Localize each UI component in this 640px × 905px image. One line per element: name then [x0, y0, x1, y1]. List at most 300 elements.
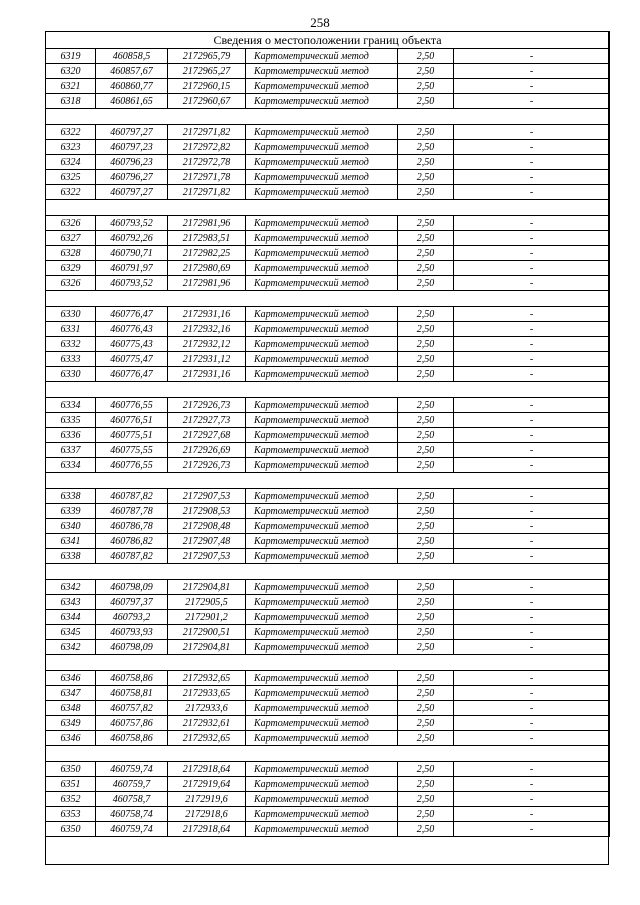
accuracy-cell: 2,50 [398, 428, 454, 443]
table-row [46, 367, 610, 382]
note-cell: - [454, 428, 610, 443]
x-coordinate-cell: 460793,52 [96, 216, 168, 231]
point-number-cell: 6339 [46, 504, 96, 519]
accuracy-cell: 2,50 [398, 686, 454, 701]
y-coordinate-cell: 2172919,6 [168, 792, 246, 807]
method-cell: Картометрический метод [246, 504, 398, 519]
point-number-cell: 6342 [46, 580, 96, 595]
note-cell: - [454, 731, 610, 746]
y-coordinate-cell: 2172919,64 [168, 777, 246, 792]
point-number-cell: 6343 [46, 595, 96, 610]
x-coordinate-cell: 460787,82 [96, 489, 168, 504]
y-coordinate-cell: 2172918,6 [168, 807, 246, 822]
note-cell: - [454, 519, 610, 534]
accuracy-cell: 2,50 [398, 155, 454, 170]
table-row [46, 671, 610, 686]
y-coordinate-cell: 2172932,16 [168, 322, 246, 337]
y-coordinate-cell: 2172981,96 [168, 276, 246, 291]
table-row [46, 216, 610, 231]
accuracy-cell: 2,50 [398, 367, 454, 382]
y-coordinate-cell: 2172982,25 [168, 246, 246, 261]
accuracy-cell: 2,50 [398, 185, 454, 200]
y-coordinate-cell: 2172926,73 [168, 398, 246, 413]
point-number-cell: 6338 [46, 489, 96, 504]
x-coordinate-cell: 460776,55 [96, 458, 168, 473]
table-row [46, 322, 610, 337]
y-coordinate-cell: 2172907,53 [168, 489, 246, 504]
table-row [46, 170, 610, 185]
point-number-cell: 6329 [46, 261, 96, 276]
method-cell: Картометрический метод [246, 443, 398, 458]
method-cell: Картометрический метод [246, 807, 398, 822]
method-cell: Картометрический метод [246, 549, 398, 564]
point-number-cell: 6344 [46, 610, 96, 625]
y-coordinate-cell: 2172933,6 [168, 701, 246, 716]
point-number-cell: 6332 [46, 337, 96, 352]
table-row [46, 413, 610, 428]
table-title-row [46, 32, 610, 49]
table-row [46, 625, 610, 640]
table-row [46, 352, 610, 367]
x-coordinate-cell: 460857,67 [96, 64, 168, 79]
table-row [46, 701, 610, 716]
y-coordinate-cell: 2172907,53 [168, 549, 246, 564]
x-coordinate-cell: 460776,47 [96, 307, 168, 322]
x-coordinate-cell: 460758,7 [96, 792, 168, 807]
point-number-cell: 6351 [46, 777, 96, 792]
method-cell: Картометрический метод [246, 731, 398, 746]
method-cell: Картометрический метод [246, 216, 398, 231]
y-coordinate-cell: 2172931,16 [168, 307, 246, 322]
method-cell: Картометрический метод [246, 413, 398, 428]
point-number-cell: 6334 [46, 458, 96, 473]
accuracy-cell: 2,50 [398, 398, 454, 413]
accuracy-cell: 2,50 [398, 49, 454, 64]
accuracy-cell: 2,50 [398, 519, 454, 534]
note-cell: - [454, 322, 610, 337]
accuracy-cell: 2,50 [398, 79, 454, 94]
method-cell: Картометрический метод [246, 49, 398, 64]
accuracy-cell: 2,50 [398, 549, 454, 564]
table-row [46, 549, 610, 564]
method-cell: Картометрический метод [246, 686, 398, 701]
table-row [46, 807, 610, 822]
point-number-cell: 6348 [46, 701, 96, 716]
table-row [46, 443, 610, 458]
group-separator [46, 655, 610, 671]
note-cell: - [454, 79, 610, 94]
table-row [46, 155, 610, 170]
y-coordinate-cell: 2172980,69 [168, 261, 246, 276]
method-cell: Картометрический метод [246, 398, 398, 413]
accuracy-cell: 2,50 [398, 307, 454, 322]
y-coordinate-cell: 2172971,82 [168, 185, 246, 200]
table-row [46, 64, 610, 79]
note-cell: - [454, 185, 610, 200]
note-cell: - [454, 534, 610, 549]
x-coordinate-cell: 460775,55 [96, 443, 168, 458]
x-coordinate-cell: 460758,86 [96, 671, 168, 686]
group-separator [46, 291, 610, 307]
method-cell: Картометрический метод [246, 125, 398, 140]
accuracy-cell: 2,50 [398, 807, 454, 822]
page-number: 258 [310, 15, 330, 30]
method-cell: Картометрический метод [246, 322, 398, 337]
y-coordinate-cell: 2172972,82 [168, 140, 246, 155]
accuracy-cell: 2,50 [398, 125, 454, 140]
method-cell: Картометрический метод [246, 534, 398, 549]
x-coordinate-cell: 460758,81 [96, 686, 168, 701]
x-coordinate-cell: 460776,47 [96, 367, 168, 382]
accuracy-cell: 2,50 [398, 246, 454, 261]
accuracy-cell: 2,50 [398, 322, 454, 337]
accuracy-cell: 2,50 [398, 580, 454, 595]
table-row [46, 489, 610, 504]
point-number-cell: 6353 [46, 807, 96, 822]
x-coordinate-cell: 460786,82 [96, 534, 168, 549]
accuracy-cell: 2,50 [398, 504, 454, 519]
note-cell: - [454, 352, 610, 367]
y-coordinate-cell: 2172908,48 [168, 519, 246, 534]
note-cell: - [454, 716, 610, 731]
method-cell: Картометрический метод [246, 610, 398, 625]
method-cell: Картометрический метод [246, 428, 398, 443]
note-cell: - [454, 276, 610, 291]
method-cell: Картометрический метод [246, 671, 398, 686]
table-row [46, 49, 610, 64]
table-row [46, 595, 610, 610]
method-cell: Картометрический метод [246, 337, 398, 352]
point-number-cell: 6334 [46, 398, 96, 413]
point-number-cell: 6350 [46, 762, 96, 777]
x-coordinate-cell: 460797,37 [96, 595, 168, 610]
point-number-cell: 6346 [46, 671, 96, 686]
table-row [46, 610, 610, 625]
point-number-cell: 6330 [46, 307, 96, 322]
note-cell: - [454, 671, 610, 686]
note-cell: - [454, 246, 610, 261]
x-coordinate-cell: 460796,27 [96, 170, 168, 185]
table-row [46, 792, 610, 807]
point-number-cell: 6336 [46, 428, 96, 443]
y-coordinate-cell: 2172904,81 [168, 580, 246, 595]
table-row [46, 398, 610, 413]
note-cell: - [454, 686, 610, 701]
method-cell: Картометрический метод [246, 261, 398, 276]
x-coordinate-cell: 460798,09 [96, 640, 168, 655]
note-cell: - [454, 640, 610, 655]
table-row [46, 231, 610, 246]
table-row [46, 125, 610, 140]
y-coordinate-cell: 2172927,73 [168, 413, 246, 428]
table-row [46, 246, 610, 261]
note-cell: - [454, 398, 610, 413]
y-coordinate-cell: 2172933,65 [168, 686, 246, 701]
y-coordinate-cell: 2172918,64 [168, 762, 246, 777]
point-number-cell: 6321 [46, 79, 96, 94]
point-number-cell: 6324 [46, 155, 96, 170]
method-cell: Картометрический метод [246, 140, 398, 155]
accuracy-cell: 2,50 [398, 94, 454, 109]
table-row [46, 428, 610, 443]
accuracy-cell: 2,50 [398, 261, 454, 276]
table-row [46, 762, 610, 777]
accuracy-cell: 2,50 [398, 716, 454, 731]
accuracy-cell: 2,50 [398, 337, 454, 352]
note-cell: - [454, 49, 610, 64]
note-cell: - [454, 822, 610, 837]
y-coordinate-cell: 2172971,82 [168, 125, 246, 140]
point-number-cell: 6326 [46, 276, 96, 291]
group-separator [46, 564, 610, 580]
y-coordinate-cell: 2172926,69 [168, 443, 246, 458]
note-cell: - [454, 216, 610, 231]
accuracy-cell: 2,50 [398, 231, 454, 246]
y-coordinate-cell: 2172907,48 [168, 534, 246, 549]
note-cell: - [454, 443, 610, 458]
x-coordinate-cell: 460798,09 [96, 580, 168, 595]
separator-cell [46, 200, 610, 216]
x-coordinate-cell: 460791,97 [96, 261, 168, 276]
y-coordinate-cell: 2172904,81 [168, 640, 246, 655]
accuracy-cell: 2,50 [398, 762, 454, 777]
y-coordinate-cell: 2172932,65 [168, 671, 246, 686]
y-coordinate-cell: 2172965,79 [168, 49, 246, 64]
separator-cell [46, 473, 610, 489]
accuracy-cell: 2,50 [398, 170, 454, 185]
separator-cell [46, 655, 610, 671]
accuracy-cell: 2,50 [398, 276, 454, 291]
note-cell: - [454, 625, 610, 640]
accuracy-cell: 2,50 [398, 625, 454, 640]
group-separator [46, 382, 610, 398]
table-row [46, 79, 610, 94]
note-cell: - [454, 777, 610, 792]
group-separator [46, 200, 610, 216]
point-number-cell: 6322 [46, 185, 96, 200]
accuracy-cell: 2,50 [398, 731, 454, 746]
y-coordinate-cell: 2172932,65 [168, 731, 246, 746]
note-cell: - [454, 504, 610, 519]
y-coordinate-cell: 2172972,78 [168, 155, 246, 170]
note-cell: - [454, 64, 610, 79]
table-row [46, 504, 610, 519]
point-number-cell: 6337 [46, 443, 96, 458]
x-coordinate-cell: 460776,55 [96, 398, 168, 413]
table-row [46, 185, 610, 200]
x-coordinate-cell: 460793,93 [96, 625, 168, 640]
point-number-cell: 6326 [46, 216, 96, 231]
accuracy-cell: 2,50 [398, 489, 454, 504]
point-number-cell: 6340 [46, 519, 96, 534]
note-cell: - [454, 261, 610, 276]
method-cell: Картометрический метод [246, 716, 398, 731]
table-row [46, 337, 610, 352]
y-coordinate-cell: 2172901,2 [168, 610, 246, 625]
accuracy-cell: 2,50 [398, 140, 454, 155]
method-cell: Картометрический метод [246, 155, 398, 170]
point-number-cell: 6330 [46, 367, 96, 382]
point-number-cell: 6349 [46, 716, 96, 731]
x-coordinate-cell: 460796,23 [96, 155, 168, 170]
x-coordinate-cell: 460860,77 [96, 79, 168, 94]
note-cell: - [454, 94, 610, 109]
x-coordinate-cell: 460797,27 [96, 185, 168, 200]
accuracy-cell: 2,50 [398, 777, 454, 792]
table-row [46, 534, 610, 549]
boundary-table [45, 31, 610, 837]
group-separator [46, 109, 610, 125]
method-cell: Картометрический метод [246, 170, 398, 185]
y-coordinate-cell: 2172931,12 [168, 352, 246, 367]
note-cell: - [454, 610, 610, 625]
method-cell: Картометрический метод [246, 231, 398, 246]
x-coordinate-cell: 460861,65 [96, 94, 168, 109]
x-coordinate-cell: 460787,78 [96, 504, 168, 519]
note-cell: - [454, 337, 610, 352]
point-number-cell: 6320 [46, 64, 96, 79]
x-coordinate-cell: 460787,82 [96, 549, 168, 564]
method-cell: Картометрический метод [246, 701, 398, 716]
y-coordinate-cell: 2172960,15 [168, 79, 246, 94]
x-coordinate-cell: 460757,86 [96, 716, 168, 731]
x-coordinate-cell: 460758,86 [96, 731, 168, 746]
note-cell: - [454, 701, 610, 716]
note-cell: - [454, 140, 610, 155]
note-cell: - [454, 807, 610, 822]
method-cell: Картометрический метод [246, 762, 398, 777]
accuracy-cell: 2,50 [398, 640, 454, 655]
table-row [46, 716, 610, 731]
note-cell: - [454, 155, 610, 170]
point-number-cell: 6335 [46, 413, 96, 428]
accuracy-cell: 2,50 [398, 671, 454, 686]
x-coordinate-cell: 460786,78 [96, 519, 168, 534]
table-row [46, 822, 610, 837]
point-number-cell: 6331 [46, 322, 96, 337]
accuracy-cell: 2,50 [398, 792, 454, 807]
point-number-cell: 6338 [46, 549, 96, 564]
x-coordinate-cell: 460775,47 [96, 352, 168, 367]
x-coordinate-cell: 460759,7 [96, 777, 168, 792]
x-coordinate-cell: 460758,74 [96, 807, 168, 822]
method-cell: Картометрический метод [246, 307, 398, 322]
accuracy-cell: 2,50 [398, 64, 454, 79]
y-coordinate-cell: 2172918,64 [168, 822, 246, 837]
y-coordinate-cell: 2172971,78 [168, 170, 246, 185]
x-coordinate-cell: 460793,2 [96, 610, 168, 625]
point-number-cell: 6322 [46, 125, 96, 140]
accuracy-cell: 2,50 [398, 216, 454, 231]
y-coordinate-cell: 2172926,73 [168, 458, 246, 473]
method-cell: Картометрический метод [246, 367, 398, 382]
point-number-cell: 6342 [46, 640, 96, 655]
accuracy-cell: 2,50 [398, 458, 454, 473]
note-cell: - [454, 413, 610, 428]
table-row [46, 261, 610, 276]
method-cell: Картометрический метод [246, 777, 398, 792]
separator-cell [46, 564, 610, 580]
table-row [46, 686, 610, 701]
method-cell: Картометрический метод [246, 185, 398, 200]
method-cell: Картометрический метод [246, 458, 398, 473]
method-cell: Картометрический метод [246, 276, 398, 291]
method-cell: Картометрический метод [246, 625, 398, 640]
point-number-cell: 6327 [46, 231, 96, 246]
y-coordinate-cell: 2172927,68 [168, 428, 246, 443]
method-cell: Картометрический метод [246, 64, 398, 79]
group-separator [46, 473, 610, 489]
x-coordinate-cell: 460776,51 [96, 413, 168, 428]
y-coordinate-cell: 2172932,61 [168, 716, 246, 731]
method-cell: Картометрический метод [246, 79, 398, 94]
point-number-cell: 6345 [46, 625, 96, 640]
method-cell: Картометрический метод [246, 640, 398, 655]
accuracy-cell: 2,50 [398, 443, 454, 458]
y-coordinate-cell: 2172932,12 [168, 337, 246, 352]
y-coordinate-cell: 2172908,53 [168, 504, 246, 519]
x-coordinate-cell: 460775,43 [96, 337, 168, 352]
method-cell: Картометрический метод [246, 580, 398, 595]
accuracy-cell: 2,50 [398, 610, 454, 625]
accuracy-cell: 2,50 [398, 595, 454, 610]
x-coordinate-cell: 460797,27 [96, 125, 168, 140]
note-cell: - [454, 595, 610, 610]
table-row [46, 94, 610, 109]
point-number-cell: 6346 [46, 731, 96, 746]
point-number-cell: 6333 [46, 352, 96, 367]
y-coordinate-cell: 2172983,51 [168, 231, 246, 246]
note-cell: - [454, 792, 610, 807]
table-row [46, 140, 610, 155]
x-coordinate-cell: 460757,82 [96, 701, 168, 716]
x-coordinate-cell: 460759,74 [96, 762, 168, 777]
note-cell: - [454, 307, 610, 322]
y-coordinate-cell: 2172965,27 [168, 64, 246, 79]
group-separator [46, 746, 610, 762]
note-cell: - [454, 489, 610, 504]
table-row [46, 307, 610, 322]
method-cell: Картометрический метод [246, 94, 398, 109]
point-number-cell: 6325 [46, 170, 96, 185]
note-cell: - [454, 231, 610, 246]
accuracy-cell: 2,50 [398, 413, 454, 428]
point-number-cell: 6350 [46, 822, 96, 837]
note-cell: - [454, 580, 610, 595]
x-coordinate-cell: 460792,26 [96, 231, 168, 246]
x-coordinate-cell: 460797,23 [96, 140, 168, 155]
y-coordinate-cell: 2172931,16 [168, 367, 246, 382]
table-title: Сведения о местоположении границ объекта [46, 32, 610, 49]
x-coordinate-cell: 460790,71 [96, 246, 168, 261]
note-cell: - [454, 125, 610, 140]
separator-cell [46, 746, 610, 762]
method-cell: Картометрический метод [246, 519, 398, 534]
y-coordinate-cell: 2172960,67 [168, 94, 246, 109]
point-number-cell: 6328 [46, 246, 96, 261]
accuracy-cell: 2,50 [398, 822, 454, 837]
x-coordinate-cell: 460759,74 [96, 822, 168, 837]
point-number-cell: 6352 [46, 792, 96, 807]
separator-cell [46, 291, 610, 307]
table-row [46, 580, 610, 595]
method-cell: Картометрический метод [246, 595, 398, 610]
x-coordinate-cell: 460776,43 [96, 322, 168, 337]
point-number-cell: 6318 [46, 94, 96, 109]
method-cell: Картометрический метод [246, 489, 398, 504]
table-row [46, 276, 610, 291]
y-coordinate-cell: 2172905,5 [168, 595, 246, 610]
